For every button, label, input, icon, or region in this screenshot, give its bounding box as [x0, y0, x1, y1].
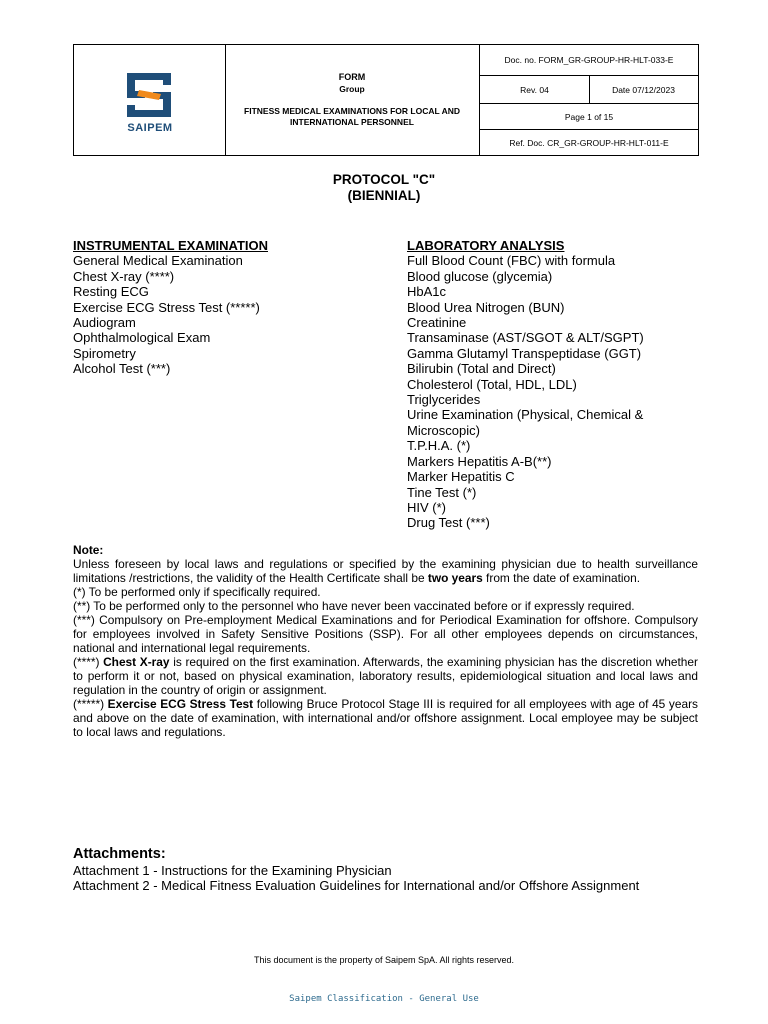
- note-text: (****): [73, 655, 104, 669]
- document-header: [73, 44, 699, 156]
- classification-label: Saipem Classification - General Use: [289, 994, 479, 1004]
- list-item: HIV (*): [407, 499, 446, 515]
- list-item: Triglycerides: [407, 392, 481, 408]
- list-item: Ophthalmological Exam: [73, 330, 211, 346]
- note-text: Unless foreseen by local laws and regulations or specified by the examining physician due to health surveillance limitations /restrictions, the validity of the Health Certificate shall be: [73, 557, 698, 585]
- list-item: T.P.H.A. (*): [407, 438, 471, 454]
- list-item: Full Blood Count (FBC) with formula: [407, 253, 616, 269]
- attachments-section: [73, 846, 733, 894]
- list-item: Chest X-ray (****): [73, 268, 175, 284]
- list-item: Tine Test (*): [407, 484, 477, 500]
- note-paragraph: (*) To be performed only if specifically required.: [73, 585, 321, 599]
- group-label: Group: [339, 84, 365, 94]
- list-item: Creatinine: [407, 315, 467, 331]
- note-paragraph: (***) Compulsory on Pre-employment Medical Examinations and for Periodical Examination for offshore. Compulsory for employees involved in Safety Sensitive Positions (SSP). For all other employees depends on circumstances, national and international legal requirements.: [73, 613, 698, 655]
- note-text: following Bruce Protocol Stage III is required for all employees with age of 45 years and above on the date of examination, with international and/or offshore assignment. Local employee may be subject to local laws and regulations.: [73, 697, 698, 739]
- laboratory-analysis-list: [407, 238, 697, 531]
- reference-doc: Ref. Doc. CR_GR-GROUP-HR-HLT-011-E: [509, 137, 669, 148]
- note-emphasis: Chest X-ray: [103, 655, 170, 669]
- list-item: Cholesterol (Total, HDL, LDL): [407, 376, 577, 392]
- list-item: Bilirubin (Total and Direct): [407, 361, 556, 377]
- note-text: from the date of examination.: [482, 571, 641, 585]
- list-item: Gamma Glutamyl Transpeptidase (GGT): [407, 345, 642, 361]
- doc-number: Doc. no. FORM_GR-GROUP-HR-HLT-033-E: [480, 45, 698, 76]
- note-heading: Note:: [73, 543, 104, 557]
- doc-date: Date 07/12/2023: [612, 84, 675, 95]
- rev-date-row: [480, 76, 698, 104]
- list-item: Exercise ECG Stress Test (*****): [73, 299, 260, 315]
- attachments-heading: Attachments:: [73, 846, 166, 862]
- protocol-title: PROTOCOL "C": [332, 172, 436, 187]
- note-paragraph: [73, 655, 698, 697]
- note-section: [73, 543, 698, 739]
- note-paragraph: [73, 557, 698, 585]
- revision: Rev. 04: [480, 76, 590, 103]
- list-item: Audiogram: [73, 315, 136, 331]
- page-number: Page 1 of 15: [480, 104, 698, 130]
- property-notice: This document is the property of Saipem SpA. All rights reserved.: [253, 955, 515, 965]
- note-emphasis: two years: [427, 571, 483, 585]
- form-label: FORM: [338, 72, 366, 82]
- doc-info-cell: [480, 45, 698, 155]
- list-item: Blood Urea Nitrogen (BUN): [407, 299, 565, 315]
- instrumental-examination-list: [73, 238, 373, 377]
- attachment-item: Attachment 1 - Instructions for the Examining Physician: [73, 863, 392, 878]
- saipem-logo-icon: [125, 71, 173, 119]
- list-item: Marker Hepatitis C: [407, 469, 515, 485]
- list-item: Spirometry: [73, 345, 136, 361]
- logo-cell: [74, 45, 226, 155]
- protocol-subtitle: (BIENNIAL): [347, 188, 421, 203]
- list-item: HbA1c: [407, 284, 447, 300]
- logo-text: SAIPEM: [127, 122, 173, 134]
- note-paragraph: (**) To be performed only to the personnel who have never been vaccinated before or if expressly required.: [73, 599, 635, 613]
- list-item: Drug Test (***): [407, 515, 490, 531]
- list-item: General Medical Examination: [73, 253, 243, 269]
- list-item: Resting ECG: [73, 284, 149, 300]
- list-item: Alcohol Test (***): [73, 361, 171, 377]
- laboratory-heading: LABORATORY ANALYSIS: [407, 238, 565, 253]
- list-item: Urine Examination (Physical, Chemical & Microscopic): [407, 407, 644, 438]
- note-paragraph: [73, 697, 698, 739]
- list-item: Transaminase (AST/SGOT & ALT/SGPT): [407, 330, 644, 346]
- form-title-cell: [225, 45, 480, 155]
- attachment-item: Attachment 2 - Medical Fitness Evaluation Guidelines for International and/or Offshore Assignment: [73, 878, 640, 894]
- note-emphasis: Exercise ECG Stress Test: [107, 697, 254, 711]
- note-text: (*****): [73, 697, 108, 711]
- list-item: Markers Hepatitis A-B(**): [407, 453, 552, 469]
- list-item: Blood glucose (glycemia): [407, 268, 553, 284]
- form-subtitle: FITNESS MEDICAL EXAMINATIONS FOR LOCAL AND INTERNATIONAL PERSONNEL: [244, 106, 460, 127]
- instrumental-heading: INSTRUMENTAL EXAMINATION: [73, 238, 268, 253]
- note-text: is required on the first examination. Afterwards, the examining physician has the discretion whether to perform it or not, based on physical examination, laboratory results, epidemiological situation and local laws and regulation in the country of origin or assignment.: [73, 655, 698, 697]
